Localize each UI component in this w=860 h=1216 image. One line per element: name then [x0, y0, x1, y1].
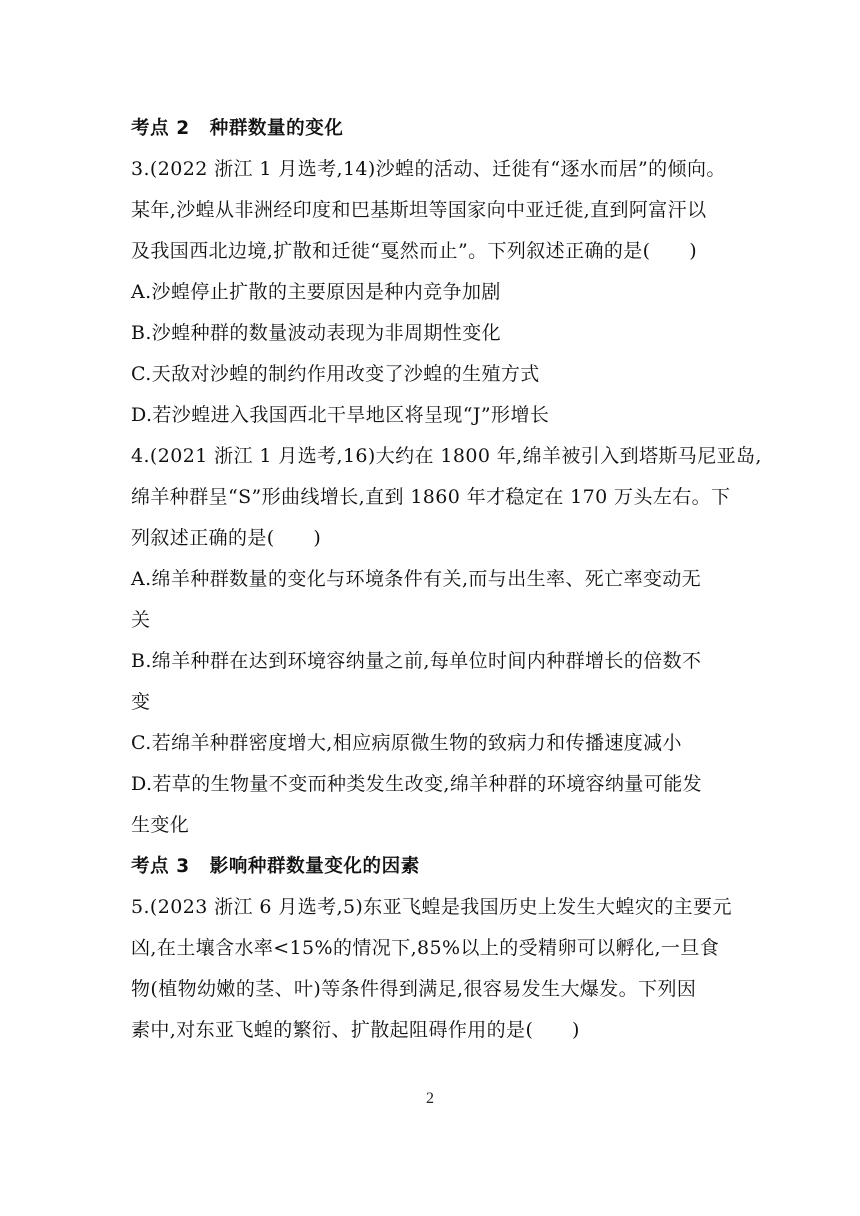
question-5 [131, 887, 741, 1051]
section-number: 考点 2 [131, 118, 190, 139]
option-b: B.绵羊种群在达到环境容纳量之前,每单位时间内种群增长的倍数不 [131, 650, 702, 672]
section-title: 影响种群数量变化的因素 [209, 856, 420, 877]
option-a-continued: 关 [131, 609, 151, 631]
page-number: 2 [426, 1090, 434, 1107]
question-stem-line: 列叙述正确的是( ) [131, 527, 322, 549]
option-b: B.沙蝗种群的数量波动表现为非周期性变化 [131, 322, 502, 344]
question-stem-line: 凶,在土壤含水率<15%的情况下,85%以上的受精卵可以孵化,一旦食 [131, 937, 720, 959]
question-stem-line: 素中,对东亚飞蝗的繁衍、扩散起阻碍作用的是( ) [131, 1019, 580, 1041]
section-number: 考点 3 [131, 856, 190, 877]
option-c: C.若绵羊种群密度增大,相应病原微生物的致病力和传播速度减小 [131, 732, 682, 754]
option-d: D.若沙蝗进入我国西北干旱地区将呈现“J”形增长 [131, 404, 550, 426]
question-stem-line: 5.(2023 浙江 6 月选考,5)东亚飞蝗是我国历史上发生大蝗灾的主要元 [131, 896, 732, 918]
option-a: A.沙蝗停止扩散的主要原因是种内竞争加剧 [131, 281, 501, 303]
question-stem-line: 绵羊种群呈“S”形曲线增长,直到 1860 年才稳定在 170 万头左右。下 [131, 486, 731, 508]
section-title: 种群数量的变化 [209, 118, 344, 139]
option-b-continued: 变 [131, 691, 151, 713]
question-4 [131, 436, 762, 846]
option-d: D.若草的生物量不变而种类发生改变,绵羊种群的环境容纳量可能发 [131, 773, 703, 795]
section-heading [131, 846, 741, 887]
option-d-continued: 生变化 [131, 814, 190, 836]
question-stem-line: 3.(2022 浙江 1 月选考,14)沙蝗的活动、迁徙有“逐水而居”的倾向。 [131, 158, 726, 180]
option-a: A.绵羊种群数量的变化与环境条件有关,而与出生率、死亡率变动无 [131, 568, 702, 590]
question-3 [131, 149, 741, 436]
page-content [131, 108, 762, 1051]
question-stem-line: 及我国西北边境,扩散和迁徙“戛然而止”。下列叙述正确的是( ) [131, 240, 698, 262]
question-stem-line: 物(植物幼嫩的茎、叶)等条件得到满足,很容易发生大爆发。下列因 [131, 978, 697, 1000]
section-heading [131, 108, 741, 149]
question-stem-line: 4.(2021 浙江 1 月选考,16)大约在 1800 年,绵羊被引入到塔斯马尼亚岛, [131, 445, 762, 467]
question-stem-line: 某年,沙蝗从非洲经印度和巴基斯坦等国家向中亚迁徙,直到阿富汗以 [131, 199, 707, 221]
option-c: C.天敌对沙蝗的制约作用改变了沙蝗的生殖方式 [131, 363, 540, 385]
